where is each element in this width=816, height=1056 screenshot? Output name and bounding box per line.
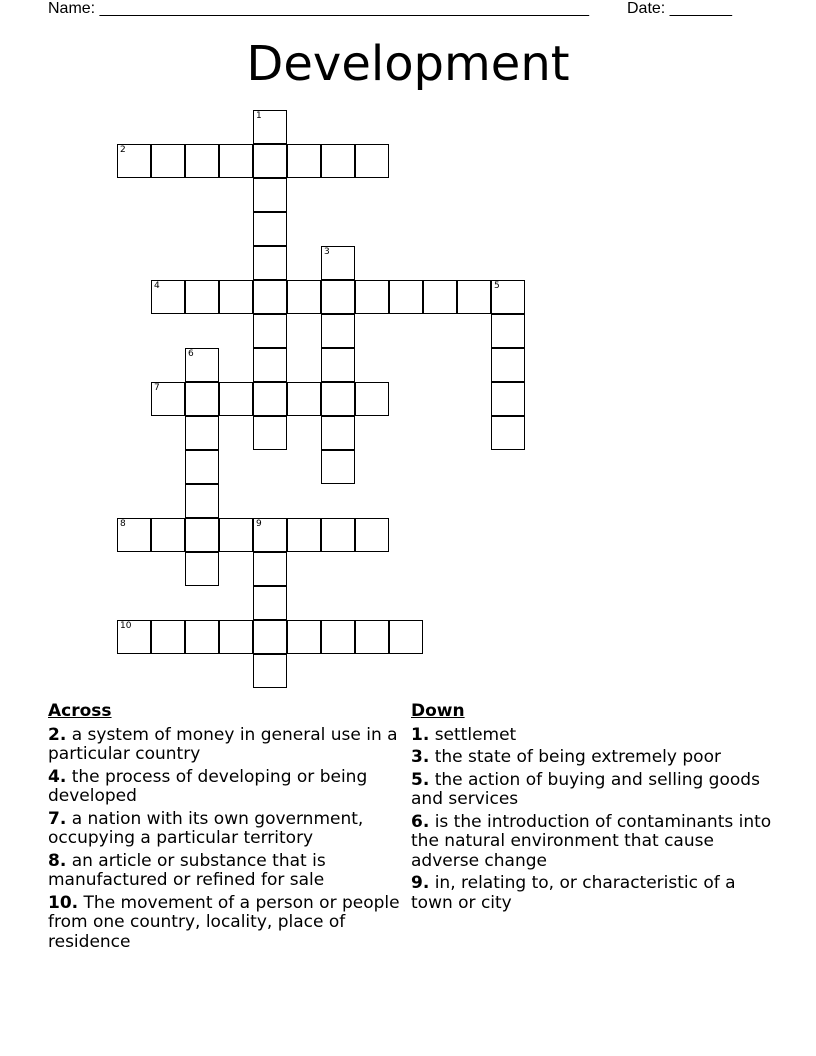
crossword-cell[interactable]	[355, 144, 389, 178]
clue-text: The movement of a person or people from one country, locality, place of residence	[48, 892, 400, 952]
crossword-cell[interactable]	[185, 450, 219, 484]
clue-number: 4.	[48, 766, 67, 787]
clue-text: the action of buying and selling goods and services	[411, 769, 760, 809]
crossword-cell[interactable]	[219, 620, 253, 654]
crossword-cell[interactable]	[253, 144, 287, 178]
clue-number: 6	[188, 349, 194, 359]
crossword-cell[interactable]	[287, 518, 321, 552]
clue-number: 1	[256, 111, 262, 121]
clue-number: 10.	[48, 892, 79, 913]
crossword-cell[interactable]	[355, 518, 389, 552]
across-clue	[48, 726, 408, 765]
crossword-cell[interactable]	[219, 144, 253, 178]
date-field-label: Date: _______	[627, 0, 732, 17]
crossword-cell[interactable]	[491, 280, 525, 314]
down-heading: Down	[411, 701, 465, 721]
clue-number: 9	[256, 519, 262, 529]
crossword-cell[interactable]	[253, 552, 287, 586]
crossword-cell[interactable]	[185, 144, 219, 178]
clue-number: 9.	[411, 873, 430, 893]
crossword-cell[interactable]	[491, 314, 525, 348]
down-clue-list	[411, 726, 781, 914]
crossword-cell[interactable]	[423, 280, 457, 314]
crossword-cell[interactable]	[287, 382, 321, 416]
crossword-cell[interactable]	[185, 620, 219, 654]
clue-number: 8.	[48, 850, 67, 871]
clue-number: 3	[324, 247, 330, 257]
clue-number: 3.	[411, 747, 430, 767]
crossword-cell[interactable]	[185, 280, 219, 314]
clue-text: the state of being extremely poor	[429, 747, 721, 767]
crossword-cell[interactable]	[321, 280, 355, 314]
crossword-cell[interactable]	[219, 280, 253, 314]
down-clue	[411, 771, 781, 810]
clue-text: a nation with its own government, occupying a particular territory	[48, 808, 364, 848]
clue-number: 7.	[48, 808, 67, 829]
down-clue	[411, 726, 781, 746]
crossword-cell[interactable]	[185, 484, 219, 518]
across-heading: Across	[48, 701, 112, 721]
crossword-cell[interactable]	[321, 314, 355, 348]
crossword-cell[interactable]	[253, 518, 287, 552]
crossword-cell[interactable]	[355, 280, 389, 314]
crossword-cell[interactable]	[253, 586, 287, 620]
crossword-cell[interactable]	[253, 314, 287, 348]
crossword-cell[interactable]	[253, 382, 287, 416]
across-clue	[48, 768, 408, 807]
clue-number: 2	[120, 145, 126, 155]
clue-number: 2.	[48, 724, 67, 745]
clue-number: 5	[494, 281, 500, 291]
crossword-cell[interactable]	[355, 382, 389, 416]
clue-number: 7	[154, 383, 160, 393]
crossword-cell[interactable]	[287, 144, 321, 178]
crossword-cell[interactable]	[321, 620, 355, 654]
clue-text: is the introduction of contaminants into the natural environment that cause adverse change	[411, 811, 772, 871]
crossword-cell[interactable]	[457, 280, 491, 314]
down-clue	[411, 813, 781, 872]
clue-number: 4	[154, 281, 160, 291]
across-clue-list	[48, 726, 408, 953]
page-title: Development	[246, 36, 570, 92]
crossword-cell[interactable]	[185, 382, 219, 416]
clue-text: settlemet	[429, 724, 517, 745]
crossword-cell[interactable]	[253, 246, 287, 280]
crossword-cell[interactable]	[219, 382, 253, 416]
crossword-cell[interactable]	[151, 382, 185, 416]
clue-number: 8	[120, 519, 126, 529]
clue-number: 10	[120, 621, 132, 631]
crossword-cell[interactable]	[253, 212, 287, 246]
clue-number: 5.	[411, 769, 430, 790]
crossword-cell[interactable]	[253, 416, 287, 450]
crossword-cell[interactable]	[321, 450, 355, 484]
crossword-cell[interactable]	[321, 144, 355, 178]
crossword-cell[interactable]	[151, 144, 185, 178]
crossword-cell[interactable]	[185, 416, 219, 450]
crossword-cell[interactable]	[321, 518, 355, 552]
down-clue	[411, 748, 781, 768]
clue-text: in, relating to, or characteristic of a town or city	[411, 873, 736, 913]
crossword-cell[interactable]	[219, 518, 253, 552]
down-clue	[411, 874, 781, 913]
crossword-cell[interactable]	[491, 382, 525, 416]
crossword-cell[interactable]	[321, 416, 355, 450]
crossword-cell[interactable]	[117, 518, 151, 552]
crossword-cell[interactable]	[185, 552, 219, 586]
across-clue	[48, 894, 408, 953]
crossword-cell[interactable]	[491, 416, 525, 450]
crossword-cell[interactable]	[117, 144, 151, 178]
crossword-cell[interactable]	[117, 620, 151, 654]
crossword-cell[interactable]	[185, 348, 219, 382]
clue-text: the process of developing or being developed	[48, 766, 368, 806]
crossword-cell[interactable]	[151, 620, 185, 654]
crossword-cell[interactable]	[321, 382, 355, 416]
crossword-cell[interactable]	[151, 280, 185, 314]
crossword-cell[interactable]	[253, 280, 287, 314]
clue-text: an article or substance that is manufactured or refined for sale	[48, 850, 326, 890]
crossword-cell[interactable]	[491, 348, 525, 382]
crossword-cell[interactable]	[185, 518, 219, 552]
name-field-label: Name: _______________________________________________________	[48, 0, 589, 17]
crossword-cell[interactable]	[253, 178, 287, 212]
crossword-cell[interactable]	[253, 110, 287, 144]
crossword-cell[interactable]	[287, 280, 321, 314]
down-clues	[411, 702, 781, 916]
across-clue	[48, 852, 408, 891]
across-clue	[48, 810, 408, 849]
clue-number: 6.	[411, 811, 430, 832]
across-clues	[48, 702, 408, 955]
crossword-cell[interactable]	[151, 518, 185, 552]
crossword-cell[interactable]	[355, 620, 389, 654]
clue-text: a system of money in general use in a particular country	[48, 724, 398, 764]
clue-number: 1.	[411, 724, 430, 745]
crossword-cell[interactable]	[321, 348, 355, 382]
crossword-cell[interactable]	[389, 620, 423, 654]
crossword-cell[interactable]	[253, 654, 287, 688]
crossword-cell[interactable]	[253, 620, 287, 654]
crossword-cell[interactable]	[287, 620, 321, 654]
crossword-cell[interactable]	[321, 246, 355, 280]
crossword-cell[interactable]	[389, 280, 423, 314]
crossword-cell[interactable]	[253, 348, 287, 382]
